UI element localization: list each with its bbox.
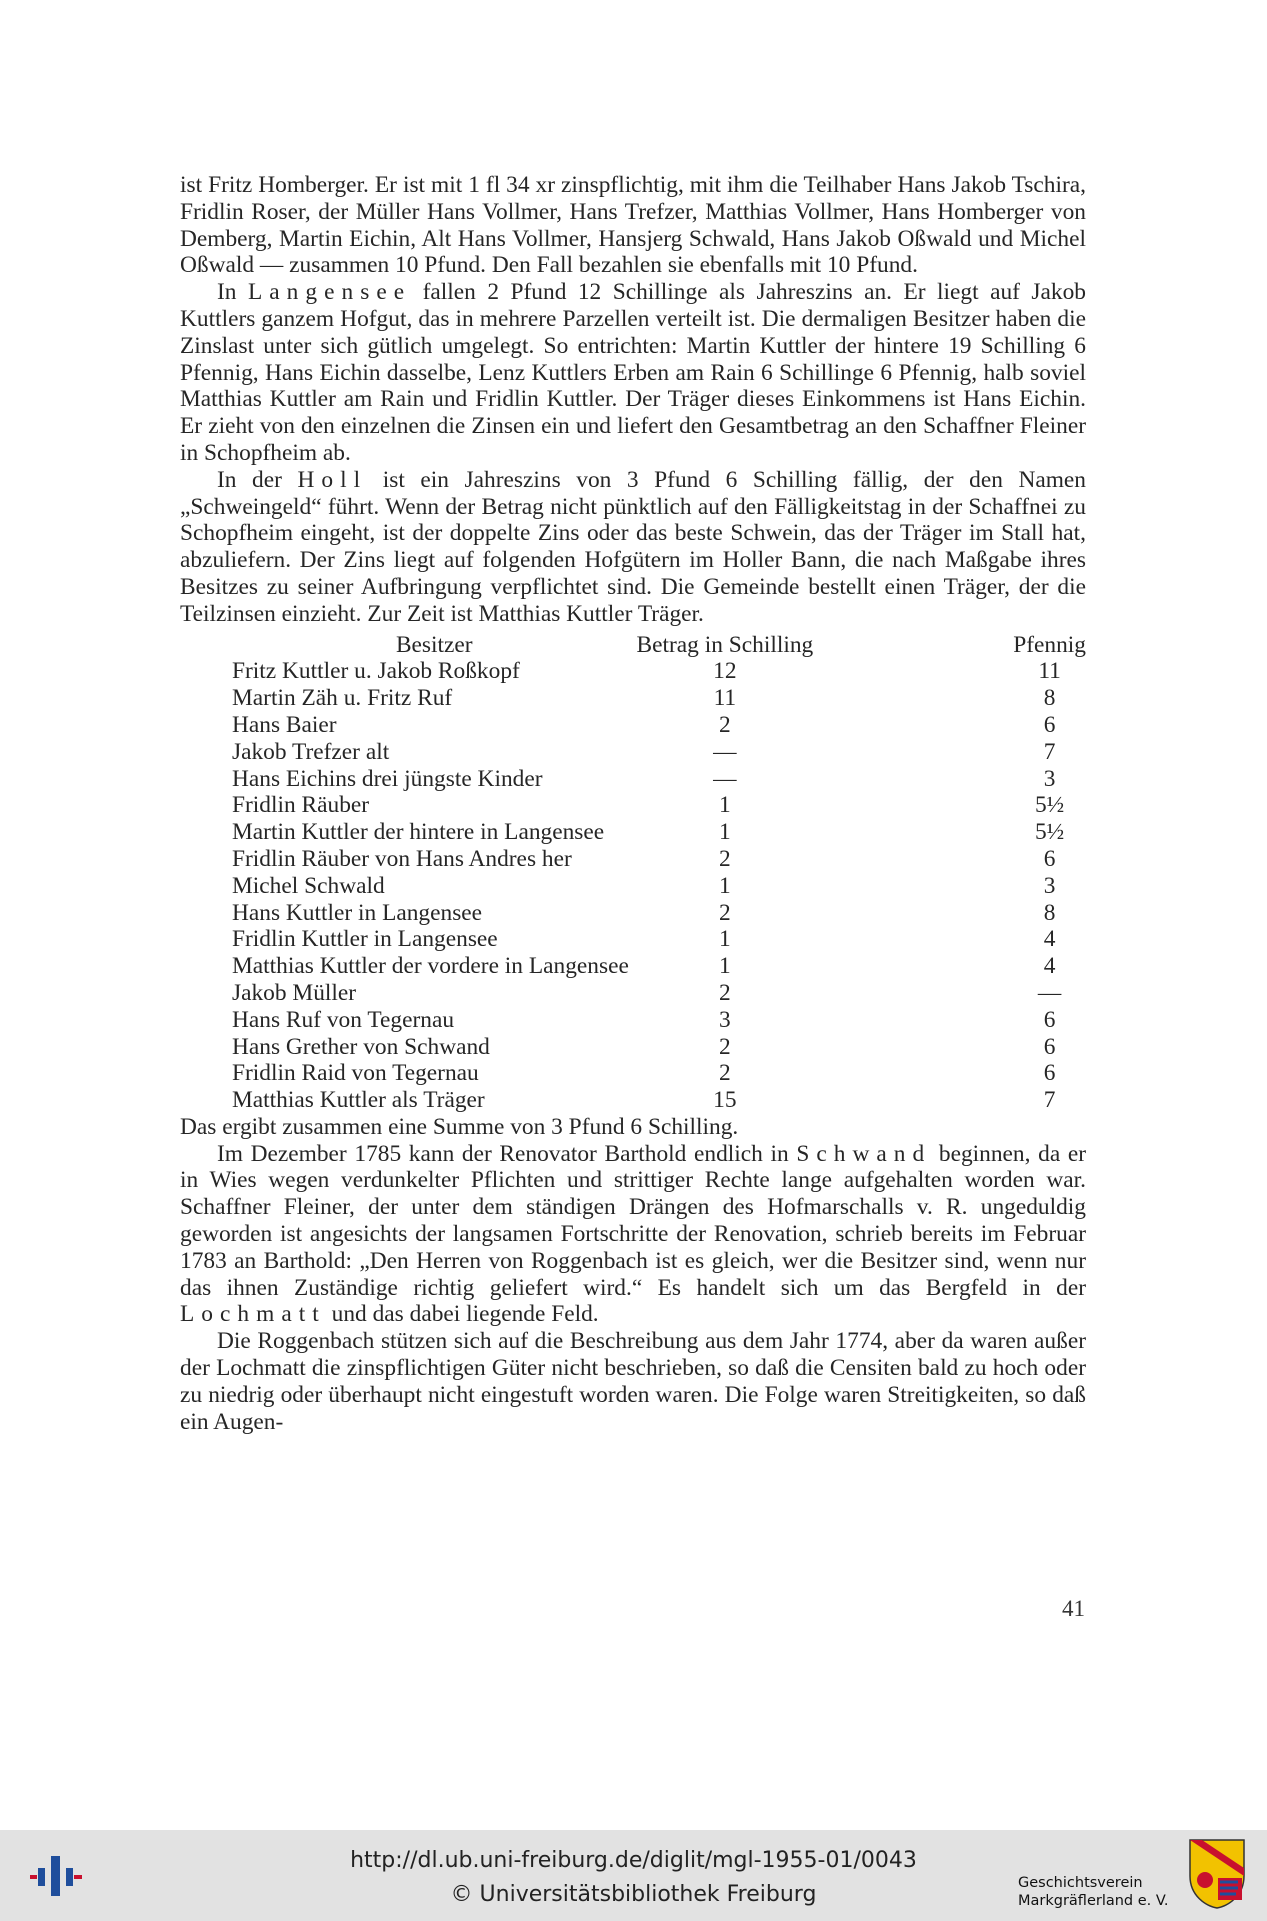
- text-span: ist ein Jahreszins von 3 Pfund 6 Schilling fällig, der den Namen „Schweingeld“ führt. Wenn der Betrag nicht pünktlich auf den Fälligkeitstag in der Schaffnei zu Schopfheim eingeht, ist der doppelte Zins oder das beste Schwein, das der Träger im Stall hat, abzuliefern. Der Zins liegt auf folgenden Hofgütern im Holler Bann, die nach Maßgabe ihres Besitzes zu seiner Aufbringung verpflichtet sind. Die Gemeinde bestellt einen Träger, der die Teilzinsen einzieht. Zur Zeit ist Matthias Kuttler Träger.: [180, 466, 1087, 627]
- pfennig-cell: 6: [1043, 711, 1056, 738]
- pfennig-cell: 7: [1043, 738, 1056, 765]
- schilling-cell: 1: [719, 792, 731, 819]
- pfennig-cell: 8: [1043, 685, 1056, 712]
- footer-copyright: © Universitätsbibliothek Freiburg: [450, 1882, 817, 1907]
- place-name-holl: Holl: [297, 466, 368, 493]
- paragraph-1: ist Fritz Homberger. Er ist mit 1 fl 34 xr zinspflichtig, mit ihm die Teilhaber Hans Jakob Tschira, Fridlin Roser, der Müller Hans Vollmer, Hans Trefzer, Matthias Vollmer, Hans Homberger von Demberg, Martin Eichin, Alt Hans Vollmer, Hansjerg Schwald, Hans Jakob Oßwald und Michel Oßwald — zusammen 10 Pfund. Den Fall bezahlen sie ebenfalls mit 10 Pfund.: [180, 172, 1086, 279]
- table-row: [180, 766, 1086, 793]
- footer-bar: [0, 1830, 1267, 1921]
- besitzer-cell: Jakob Trefzer alt: [232, 738, 390, 765]
- besitzer-cell: Hans Ruf von Tegernau: [232, 1006, 455, 1033]
- besitzer-cell: Matthias Kuttler der vordere in Langensee: [232, 953, 629, 980]
- table-row: [180, 1087, 1086, 1114]
- pfennig-cell: 6: [1043, 1060, 1056, 1087]
- table-header-row: [180, 632, 1086, 659]
- table-row: [180, 819, 1086, 846]
- table-summary: Das ergibt zusammen eine Summe von 3 Pfund 6 Schilling.: [180, 1113, 739, 1140]
- header-betrag: Betrag in Schilling: [636, 631, 814, 658]
- besitzer-cell: Jakob Müller: [232, 979, 357, 1006]
- table-row: [180, 900, 1086, 927]
- schilling-cell: 2: [719, 1033, 731, 1060]
- schilling-cell: 12: [713, 658, 737, 685]
- schilling-cell: 2: [719, 1060, 731, 1087]
- page-number: 41: [1062, 1596, 1085, 1621]
- besitzer-cell: Hans Grether von Schwand: [232, 1033, 490, 1060]
- society-line-2: Markgräflerland e. V.: [1018, 1893, 1169, 1909]
- pfennig-cell: —: [1037, 979, 1062, 1006]
- pfennig-cell: 6: [1043, 1006, 1056, 1033]
- besitzer-cell: Hans Baier: [232, 711, 337, 738]
- society-line-1: Geschichtsverein: [1018, 1875, 1143, 1891]
- table-row: [180, 980, 1086, 1007]
- schilling-cell: 11: [713, 685, 737, 712]
- table-row: [180, 712, 1086, 739]
- table-row: [180, 1034, 1086, 1061]
- pfennig-cell: 5½: [1034, 792, 1065, 819]
- table-row: [180, 792, 1086, 819]
- besitzer-cell: Fridlin Räuber von Hans Andres her: [232, 845, 572, 872]
- body-text: [180, 172, 1086, 1435]
- besitzer-cell: Fridlin Kuttler in Langensee: [232, 926, 498, 953]
- paragraph-4: [180, 1141, 1086, 1329]
- besitzer-cell: Fridlin Räuber: [232, 792, 370, 819]
- table-row: [180, 739, 1086, 766]
- place-name-lochmatt: Lochmatt: [180, 1301, 326, 1328]
- pfennig-cell: 6: [1043, 845, 1056, 872]
- pfennig-cell: 3: [1043, 872, 1056, 899]
- besitzer-cell: Fritz Kuttler u. Jakob Roßkopf: [232, 658, 520, 685]
- table-row: [180, 926, 1086, 953]
- text-span: und das dabei liegende Feld.: [331, 1301, 599, 1328]
- pfennig-cell: 4: [1043, 953, 1056, 980]
- table-row: [180, 873, 1086, 900]
- schilling-cell: —: [713, 738, 737, 765]
- header-besitzer: Besitzer: [395, 631, 473, 658]
- paragraph-5: Die Roggenbach stützen sich auf die Beschreibung aus dem Jahr 1774, aber da waren außer der Lochmatt die zinspflichtigen Güter nicht beschrieben, so daß die Censiten bald zu hoch oder zu niedrig oder überhaupt nicht eingestuft worden waren. Die Folge waren Streitigkeiten, so daß ein Augen-: [180, 1328, 1086, 1435]
- table-row: [180, 1060, 1086, 1087]
- pfennig-cell: 7: [1043, 1087, 1056, 1114]
- text-span: beginnen, da er in Wies wegen verdunkelter Pflichten und strittiger Rechte lange aufgehalten worden war. Schaffner Fleiner, der unter dem ständigen Drängen des Hofmarschalls v. R. ungeduldig geworden ist angesichts der langsamen Fortschritte der Renovation, schrieb bereits im Februar 1783 an Barthold: „Den Herren von Roggenbach ist es gleich, wer die Besitzer sind, wenn nur das ihnen Zuständige richtig geliefert wird.“ Es handelt sich um das Bergfeld in der: [180, 1140, 1087, 1301]
- besitzer-cell: Fridlin Raid von Tegernau: [232, 1060, 479, 1087]
- besitzer-cell: Michel Schwald: [232, 872, 385, 899]
- place-name-schwand: Schwand: [796, 1140, 932, 1167]
- besitzer-cell: Martin Zäh u. Fritz Ruf: [232, 685, 453, 712]
- holl-table: [180, 632, 1086, 1114]
- schilling-cell: 1: [719, 819, 731, 846]
- schilling-cell: 2: [719, 979, 731, 1006]
- text-span: In der: [217, 466, 282, 493]
- paragraph-3: [180, 467, 1086, 628]
- pfennig-cell: 6: [1043, 1033, 1056, 1060]
- pfennig-cell: 11: [1038, 658, 1061, 685]
- pfennig-cell: 5½: [1034, 819, 1065, 846]
- table-row: [180, 658, 1086, 685]
- pfennig-cell: 8: [1043, 899, 1056, 926]
- footer-url-link[interactable]: http://dl.ub.uni-freiburg.de/diglit/mgl-1955-01/0043: [350, 1848, 917, 1873]
- society-name: [1018, 1874, 1169, 1910]
- text-span: Im Dezember 1785 kann der Renovator Barthold endlich in: [217, 1140, 789, 1167]
- pfennig-cell: 3: [1043, 765, 1056, 792]
- table-row: [180, 685, 1086, 712]
- besitzer-cell: Hans Kuttler in Langensee: [232, 899, 483, 926]
- schilling-cell: 2: [719, 899, 731, 926]
- schilling-cell: 3: [719, 1006, 731, 1033]
- besitzer-cell: Matthias Kuttler als Träger: [232, 1087, 485, 1114]
- schilling-cell: 1: [719, 926, 731, 953]
- besitzer-cell: Martin Kuttler der hintere in Langensee: [232, 819, 605, 846]
- pfennig-cell: 4: [1043, 926, 1056, 953]
- schilling-cell: 1: [719, 953, 731, 980]
- place-name-langensee: Langensee: [247, 279, 412, 306]
- table-row: [180, 846, 1086, 873]
- schilling-cell: 2: [719, 845, 731, 872]
- table-row: [180, 1007, 1086, 1034]
- table-row: [180, 953, 1086, 980]
- schilling-cell: 2: [719, 711, 731, 738]
- schilling-cell: —: [713, 765, 737, 792]
- text-span: fallen 2 Pfund 12 Schillinge als Jahreszins an. Er liegt auf Jakob Kuttlers ganzem Hofgut, das in mehrere Parzellen verteilt ist. Die dermaligen Besitzer haben die Zinslast unter sich gütlich umgelegt. So entrichten: Martin Kuttler der hintere 19 Schilling 6 Pfennig, Hans Eichin dasselbe, Lenz Kuttlers Erben am Rain 6 Schillinge 6 Pfennig, halb soviel Matthias Kuttler am Rain und Fridlin Kuttler. Der Träger dieses Einkommens ist Hans Eichin. Er zieht von den einzelnen die Zinsen ein und liefert den Gesamtbetrag an den Schaffner Fleiner in Schopfheim ab.: [180, 279, 1086, 466]
- schilling-cell: 15: [713, 1087, 737, 1114]
- besitzer-cell: Hans Eichins drei jüngste Kinder: [232, 765, 543, 792]
- coat-of-arms-icon: [1188, 1838, 1246, 1910]
- paragraph-2: [180, 279, 1086, 467]
- text-span: In: [217, 279, 237, 306]
- schilling-cell: 1: [719, 872, 731, 899]
- header-pfennig: Pfennig: [1013, 631, 1086, 658]
